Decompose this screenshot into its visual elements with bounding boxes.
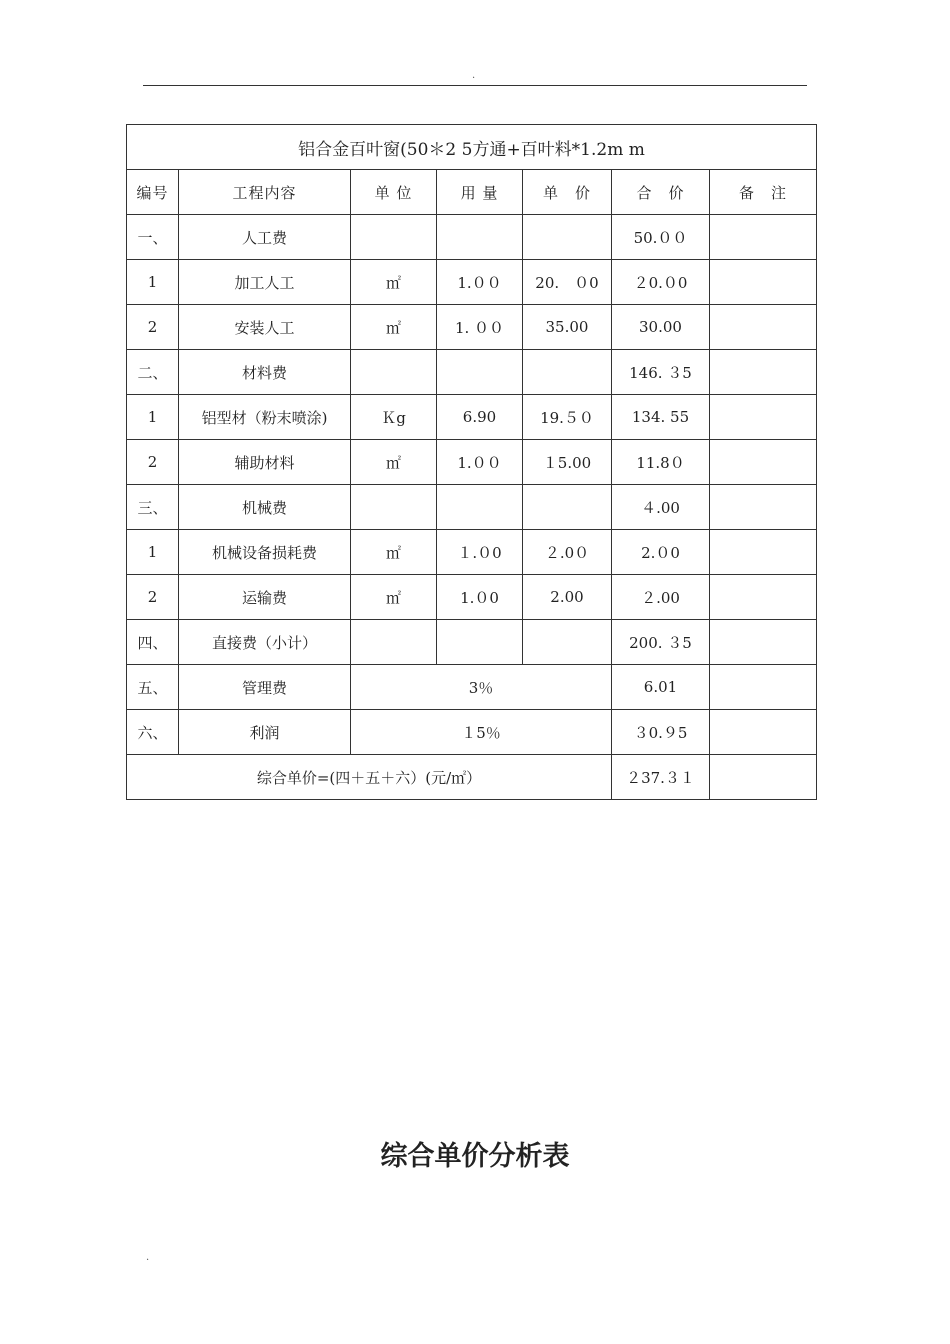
- cell-qty: 1.００: [437, 440, 523, 485]
- table-row: [127, 305, 817, 350]
- cell-no: 五、: [127, 665, 179, 710]
- cell-rate: １5％: [351, 710, 612, 755]
- header-note: 备 注: [710, 170, 817, 215]
- cell-no: 四、: [127, 620, 179, 665]
- cell-price: [523, 215, 612, 260]
- table-row: [127, 350, 817, 395]
- cell-item: 辅助材料: [179, 440, 351, 485]
- cell-item: 管理费: [179, 665, 351, 710]
- cell-total: 11.8０: [612, 440, 710, 485]
- header-qty: 用 量: [437, 170, 523, 215]
- cell-unit: [351, 620, 437, 665]
- cell-unit: [351, 485, 437, 530]
- cell-price: [523, 350, 612, 395]
- cell-qty: [437, 215, 523, 260]
- table-title-row: [127, 125, 817, 170]
- document-title: 综合单价分析表: [380, 1141, 570, 1172]
- profit-row: [127, 710, 817, 755]
- cell-note: [710, 440, 817, 485]
- header-total: 合 价: [612, 170, 710, 215]
- cell-price: １5.00: [523, 440, 612, 485]
- cell-item: 安装人工: [179, 305, 351, 350]
- cell-unit: [351, 215, 437, 260]
- cell-note: [710, 350, 817, 395]
- summary-label: 综合单价=(四＋五＋六）(元/㎡）: [127, 755, 612, 800]
- cell-unit: ㎡: [351, 575, 437, 620]
- cell-price: 19.５０: [523, 395, 612, 440]
- cell-total: ２0.０0: [612, 260, 710, 305]
- table-row: [127, 530, 817, 575]
- cell-unit: [351, 350, 437, 395]
- cell-no: 六、: [127, 710, 179, 755]
- table-row: [127, 260, 817, 305]
- cell-unit: ㎡: [351, 305, 437, 350]
- cell-unit: ㎡: [351, 260, 437, 305]
- cell-note: [710, 530, 817, 575]
- table-row: [127, 575, 817, 620]
- cell-qty: [437, 620, 523, 665]
- header-price: 单 价: [523, 170, 612, 215]
- cell-total: ４.00: [612, 485, 710, 530]
- cell-qty: [437, 485, 523, 530]
- cell-total: 30.00: [612, 305, 710, 350]
- table-row: [127, 395, 817, 440]
- cell-price: ２.0０: [523, 530, 612, 575]
- cell-item: 材料费: [179, 350, 351, 395]
- summary-row: [127, 755, 817, 800]
- cell-price: [523, 485, 612, 530]
- summary-total: ２37.３１: [612, 755, 710, 800]
- table-header-row: [127, 170, 817, 215]
- header-dot: .: [472, 70, 476, 81]
- cell-qty: [437, 350, 523, 395]
- cell-no: 一、: [127, 215, 179, 260]
- cell-item: 机械费: [179, 485, 351, 530]
- cell-unit: ㎡: [351, 530, 437, 575]
- header-item: 工程内容: [179, 170, 351, 215]
- table-row: [127, 215, 817, 260]
- cell-price: 2.00: [523, 575, 612, 620]
- cell-total: ２.00: [612, 575, 710, 620]
- cell-no: 二、: [127, 350, 179, 395]
- header-no: 编号: [127, 170, 179, 215]
- cell-price: 20. ０0: [523, 260, 612, 305]
- cell-note: [710, 755, 817, 800]
- header-unit: 单 位: [351, 170, 437, 215]
- cell-price: 35.00: [523, 305, 612, 350]
- table-title: 铝合金百叶窗(50＊2 5方通+百叶料*1.2m m: [127, 125, 817, 170]
- cell-note: [710, 395, 817, 440]
- cell-item: 人工费: [179, 215, 351, 260]
- cell-item: 机械设备损耗费: [179, 530, 351, 575]
- cell-no: 三、: [127, 485, 179, 530]
- cell-unit: Ｋg: [351, 395, 437, 440]
- header-rule: [143, 85, 807, 86]
- cell-note: [710, 620, 817, 665]
- cell-no: 2: [127, 575, 179, 620]
- table-row: [127, 440, 817, 485]
- cell-qty: 6.90: [437, 395, 523, 440]
- cell-qty: 1. ００: [437, 305, 523, 350]
- cell-item: 运输费: [179, 575, 351, 620]
- cell-note: [710, 485, 817, 530]
- footer-dot: .: [146, 1252, 150, 1263]
- cell-total: ３0.９5: [612, 710, 710, 755]
- cell-item: 铝型材（粉末喷涂): [179, 395, 351, 440]
- cell-note: [710, 710, 817, 755]
- cost-analysis-table: [126, 124, 817, 800]
- table-row: [127, 620, 817, 665]
- cell-total: 200. ３5: [612, 620, 710, 665]
- cell-no: 2: [127, 305, 179, 350]
- cell-no: 1: [127, 530, 179, 575]
- cell-qty: 1.００: [437, 260, 523, 305]
- cell-no: 1: [127, 260, 179, 305]
- cell-note: [710, 575, 817, 620]
- cell-qty: １.０0: [437, 530, 523, 575]
- management-fee-row: [127, 665, 817, 710]
- cell-qty: 1.０0: [437, 575, 523, 620]
- cell-note: [710, 260, 817, 305]
- cell-total: 50.００: [612, 215, 710, 260]
- cell-total: 2.０0: [612, 530, 710, 575]
- cell-no: 2: [127, 440, 179, 485]
- cell-note: [710, 665, 817, 710]
- cell-item: 加工人工: [179, 260, 351, 305]
- cell-no: 1: [127, 395, 179, 440]
- cell-price: [523, 620, 612, 665]
- cell-item: 利润: [179, 710, 351, 755]
- cell-rate: 3％: [351, 665, 612, 710]
- table-row: [127, 485, 817, 530]
- cell-note: [710, 215, 817, 260]
- cell-total: 6.01: [612, 665, 710, 710]
- cell-unit: ㎡: [351, 440, 437, 485]
- cell-total: 146. ３5: [612, 350, 710, 395]
- cell-note: [710, 305, 817, 350]
- cell-item: 直接费（小计）: [179, 620, 351, 665]
- cell-total: 134. 55: [612, 395, 710, 440]
